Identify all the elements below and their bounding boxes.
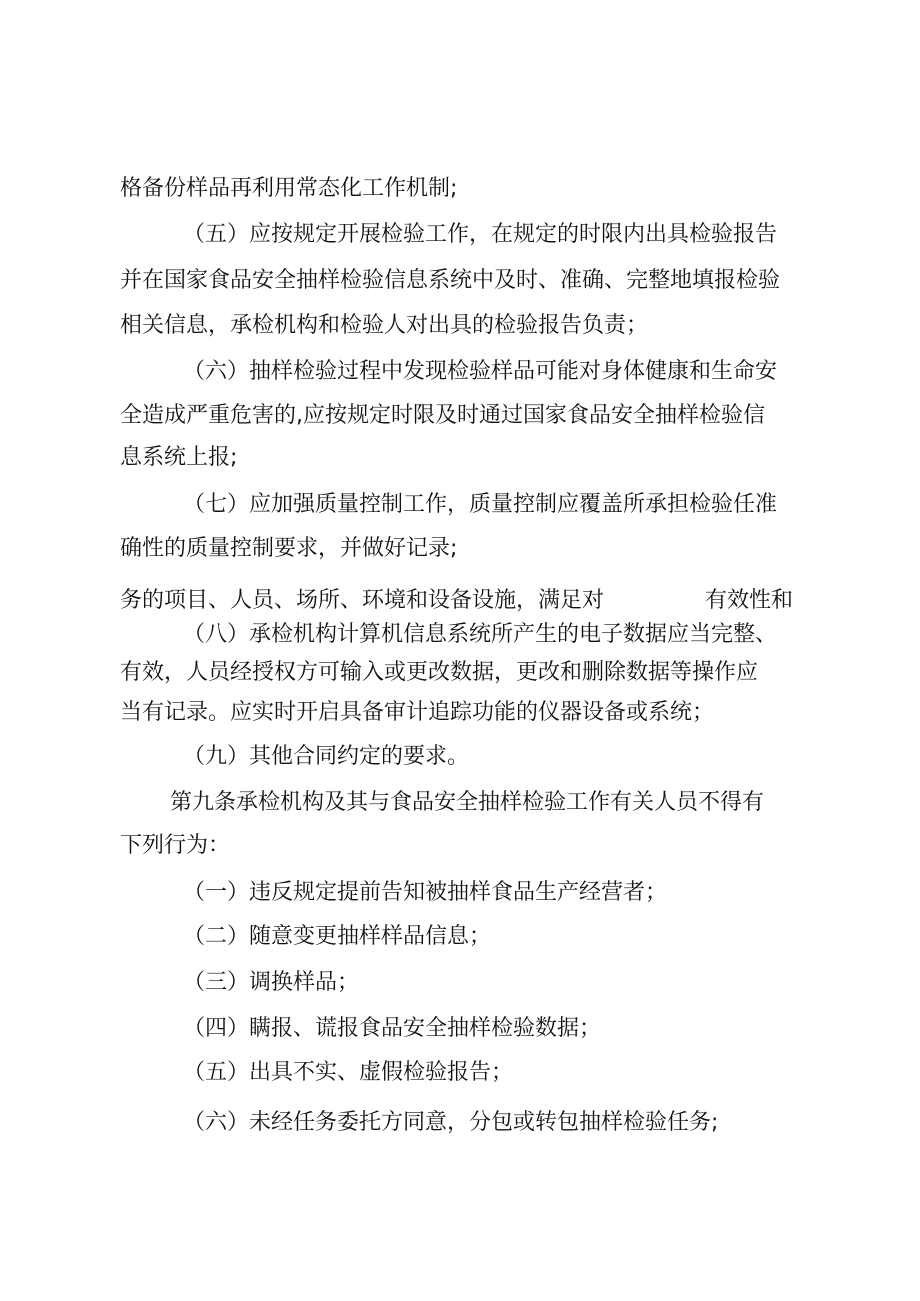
text-line: （二）随意变更抽样样品信息； xyxy=(183,924,492,949)
text-line: （九）其他合同约定的要求。 xyxy=(183,744,470,769)
text-line: （六）未经任务委托方同意，分包或转包抽样检验任务; xyxy=(183,1110,719,1135)
text-line: 有效性和 xyxy=(705,588,794,613)
text-line: （六）抽样检验过程中发现检验样品可能对身体健康和生命安 xyxy=(183,359,778,384)
text-line: （三）调换样品； xyxy=(183,970,360,995)
text-line: 相关信息，承检机构和检验人对出具的检验报告负责； xyxy=(120,313,649,338)
text-line: 确性的质量控制要求，并做好记录; xyxy=(120,536,458,561)
text-line: （一）违反规定提前告知被抽样食品生产经营者； xyxy=(183,880,668,905)
text-line: （五）出具不实、虚假检验报告； xyxy=(183,1060,514,1085)
text-line: 下列行为： xyxy=(120,833,231,858)
text-line: （七）应加强质量控制工作，质量控制应覆盖所承担检验任准 xyxy=(183,492,778,517)
text-line: 并在国家食品安全抽样检验信息系统中及时、准确、完整地填报检验 xyxy=(120,268,781,293)
text-line: 务的项目、人员、场所、环境和设备设施，满足对 xyxy=(120,588,605,613)
text-line: 当有记录。应实时开启具备审计追踪功能的仪器设备或系统； xyxy=(120,700,715,725)
text-line: （五）应按规定开展检验工作，在规定的时限内出具检验报告 xyxy=(183,222,778,247)
text-line: （四）瞒报、谎报食品安全抽样检验数据； xyxy=(183,1016,602,1041)
text-line: （八）承检机构计算机信息系统所产生的电子数据应当完整、 xyxy=(183,622,778,647)
text-line: 全造成严重危害的,应按规定时限及时通过国家食品安全抽样检验信 xyxy=(120,403,765,428)
text-line: 息系统上报; xyxy=(120,445,238,470)
text-line: 有效，人员经授权方可输入或更改数据，更改和删除数据等操作应 xyxy=(120,660,759,685)
text-line: 第九条承检机构及其与食品安全抽样检验工作有关人员不得有 xyxy=(170,790,765,815)
text-line: 格备份样品再利用常态化工作机制; xyxy=(120,176,458,201)
